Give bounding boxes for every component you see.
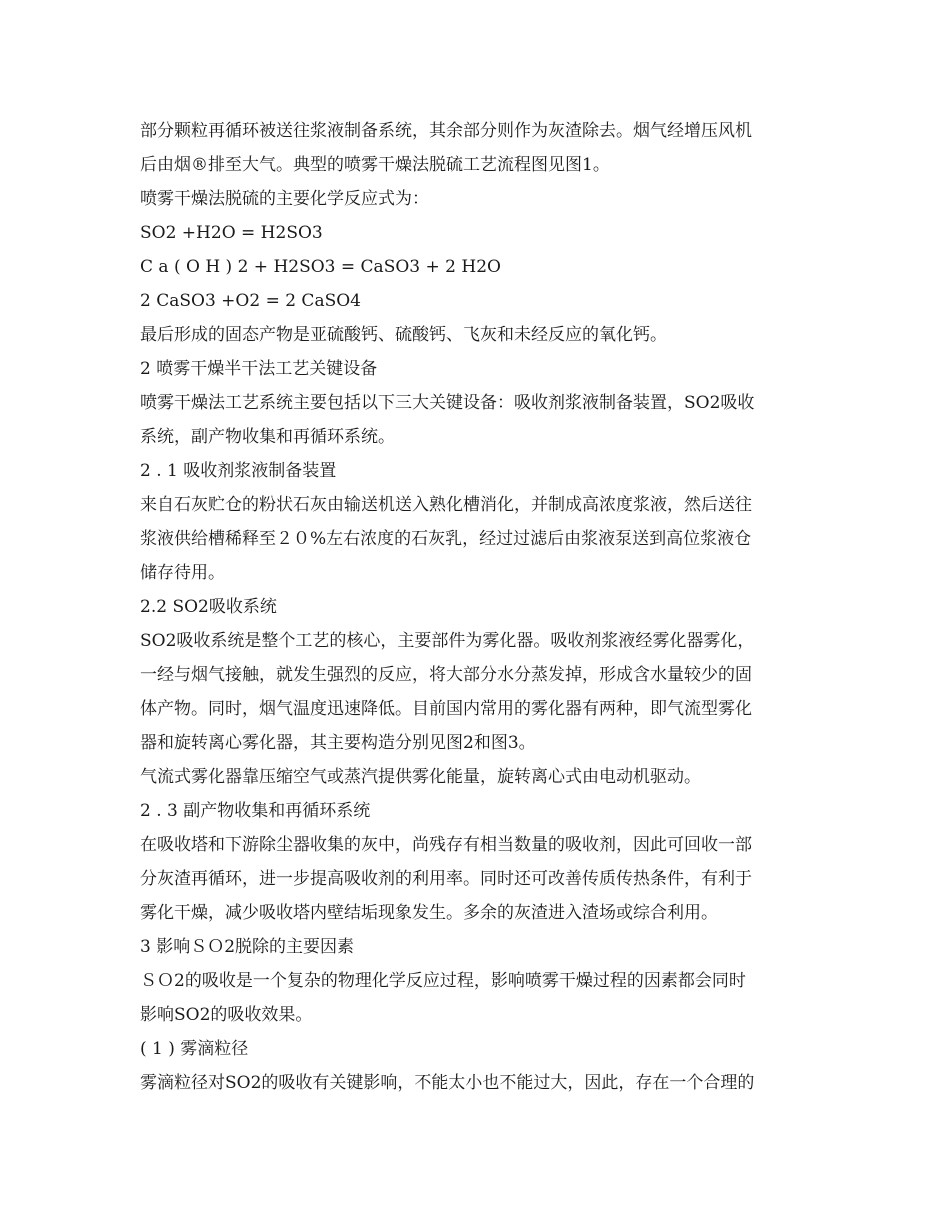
- text-line: 一经与烟气接触，就发生强烈的反应，将大部分水分蒸发掉，形成含水量较少的固: [140, 665, 752, 685]
- section-heading: 2 喷雾干燥半干法工艺关键设备: [140, 359, 378, 379]
- text-line: 在吸收塔和下游除尘器收集的灰中，尚残存有相当数量的吸收剂，因此可回收一部: [140, 835, 752, 855]
- equation-line: SO2 +H2O = H2SO3: [140, 223, 323, 243]
- text-line: 喷雾干燥法脱硫的主要化学反应式为：: [140, 189, 429, 209]
- equation-line: 2 CaSO3 +O2 = 2 CaSO4: [140, 291, 361, 311]
- text-line: 气流式雾化器靠压缩空气或蒸汽提供雾化能量，旋转离心式由电动机驱动。: [140, 767, 701, 787]
- subsection-heading: 2.2 SO2吸收系统: [140, 597, 277, 617]
- text-line: ＳＯ2的吸收是一个复杂的物理化学反应过程，影响喷雾干燥过程的因素都会同时: [140, 971, 746, 991]
- text-line: 部分颗粒再循环被送往浆液制备系统，其余部分则作为灰渣除去。烟气经增压风机: [140, 121, 752, 141]
- text-line: 浆液供给槽稀释至２０%左右浓度的石灰乳，经过过滤后由浆液泵送到高位浆液仓: [140, 529, 752, 549]
- equation-line: C a ( O H ) 2 + H2SO3 = CaSO3 + 2 H2O: [140, 257, 501, 277]
- section-heading: 3 影响ＳＯ2脱除的主要因素: [140, 937, 355, 957]
- text-line: 雾化干燥，减少吸收塔内壁结垢现象发生。多余的灰渣进入渣场或综合利用。: [140, 903, 718, 923]
- text-line: 喷雾干燥法工艺系统主要包括以下三大关键设备：吸收剂浆液制备装置，SO2吸收: [140, 393, 755, 413]
- text-line: 储存待用。: [140, 563, 225, 583]
- list-heading: ( 1 ) 雾滴粒径: [140, 1039, 249, 1059]
- text-line: 分灰渣再循环，进一步提高吸收剂的利用率。同时还可改善传质传热条件，有利于: [140, 869, 752, 889]
- text-line: 后由烟®排至大气。典型的喷雾干燥法脱硫工艺流程图见图1。: [140, 155, 610, 175]
- text-line: SO2吸收系统是整个工艺的核心，主要部件为雾化器。吸收剂浆液经雾化器雾化，: [140, 631, 755, 651]
- text-line: 体产物。同时，烟气温度迅速降低。目前国内常用的雾化器有两种，即气流型雾化: [140, 699, 752, 719]
- subsection-heading: 2 . 3 副产物收集和再循环系统: [140, 801, 371, 821]
- text-line: 系统，副产物收集和再循环系统。: [140, 427, 395, 447]
- text-line: 器和旋转离心雾化器，其主要构造分别见图2和图3。: [140, 733, 536, 753]
- text-line: 雾滴粒径对SO2的吸收有关键影响，不能太小也不能过大，因此，存在一个合理的: [140, 1073, 755, 1093]
- text-line: 来自石灰贮仓的粉状石灰由输送机送入熟化槽消化，并制成高浓度浆液，然后送往: [140, 495, 752, 515]
- text-line: 影响SO2的吸收效果。: [140, 1005, 313, 1025]
- subsection-heading: 2 . 1 吸收剂浆液制备装置: [140, 461, 337, 481]
- body-text: [140, 114, 820, 1100]
- text-line: 最后形成的固态产物是亚硫酸钙、硫酸钙、飞灰和未经反应的氧化钙。: [140, 325, 667, 345]
